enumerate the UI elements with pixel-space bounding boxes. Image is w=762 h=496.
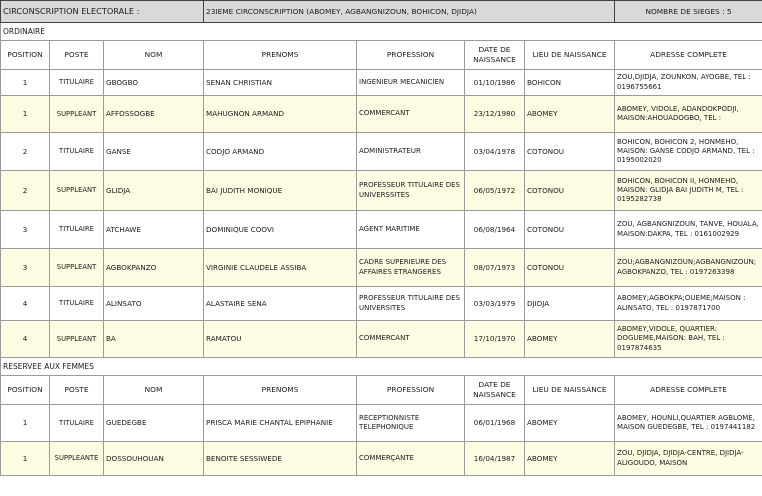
cell-nom: ALINSATO xyxy=(104,287,204,321)
cell-date: 23/12/1980 xyxy=(465,96,525,133)
section-title-row xyxy=(1,358,762,376)
cell-prenoms: MAHUGNON ARMAND xyxy=(204,96,357,133)
cell-profession: COMMERCANT xyxy=(357,96,465,133)
cell-position: 3 xyxy=(1,249,50,287)
cell-adresse: ZOU;AGBANGNIZOUN;AGBANGNIZOUN;AGBOKPANZO, TEL : 0197263398 xyxy=(615,249,762,287)
cell-nom: GLIDJA xyxy=(104,171,204,211)
cell-adresse: ZOU,DJIDJA, ZOUNKON, AYOGBE, TEL : 0196755661 xyxy=(615,70,762,96)
cell-prenoms: DOMINIQUE COOVI xyxy=(204,211,357,249)
cell-poste: SUPPLEANT xyxy=(50,321,104,358)
column-header: PRENOMS xyxy=(204,41,357,70)
table-row xyxy=(1,70,762,96)
cell-adresse: ABOMEY, HOUNLI,QUARTIER AGBLOME, MAISON GUEDEGBE, TEL : 0197441182 xyxy=(615,405,762,442)
cell-date: 17/10/1970 xyxy=(465,321,525,358)
column-header: PROFESSION xyxy=(357,376,465,405)
cell-prenoms: ALASTAIRE SENA xyxy=(204,287,357,321)
column-header: ADRESSE COMPLETE xyxy=(615,41,762,70)
cell-date: 03/04/1978 xyxy=(465,133,525,171)
table-row xyxy=(1,287,762,321)
cell-position: 1 xyxy=(1,96,50,133)
cell-poste: SUPPLEANT xyxy=(50,249,104,287)
cell-position: 2 xyxy=(1,133,50,171)
cell-nom: DOSSOUHOUAN xyxy=(104,442,204,476)
cell-date: 03/03/1979 xyxy=(465,287,525,321)
column-header-row xyxy=(1,41,762,70)
cell-lieu: ABOMEY xyxy=(525,96,615,133)
header-row xyxy=(1,1,762,23)
cell-prenoms: BAI JUDITH MONIQUE xyxy=(204,171,357,211)
cell-profession: AGENT MARITIME xyxy=(357,211,465,249)
cell-nom: AGBOKPANZO xyxy=(104,249,204,287)
table-row xyxy=(1,211,762,249)
column-header: PRENOMS xyxy=(204,376,357,405)
cell-poste: TITULAIRE xyxy=(50,133,104,171)
cell-poste: TITULAIRE xyxy=(50,70,104,96)
cell-position: 1 xyxy=(1,70,50,96)
cell-profession: CADRE SUPERIEURE DES AFFAIRES ETRANGERES xyxy=(357,249,465,287)
cell-profession: COMMERCANT xyxy=(357,321,465,358)
table-row xyxy=(1,321,762,358)
cell-nom: GANSE xyxy=(104,133,204,171)
column-header: POSTE xyxy=(50,41,104,70)
cell-poste: SUPPLEANT xyxy=(50,171,104,211)
cell-poste: SUPPLEANT xyxy=(50,96,104,133)
cell-position: 1 xyxy=(1,442,50,476)
column-header: DATE DE NAISSANCE xyxy=(465,376,525,405)
cell-adresse: ABOMEY,VIDOLE, QUARTIER: DOGUEME,MAISON: BAH, TEL : 0197874635 xyxy=(615,321,762,358)
cell-prenoms: CODJO ARMAND xyxy=(204,133,357,171)
cell-profession: PROFESSEUR TITULAIRE DES UNIVERSITES xyxy=(357,287,465,321)
column-header: PROFESSION xyxy=(357,41,465,70)
seats-count: NOMBRE DE SIEGES : 5 xyxy=(615,1,762,23)
column-header: LIEU DE NAISSANCE xyxy=(525,376,615,405)
cell-profession: INGENIEUR MECANICIEN xyxy=(357,70,465,96)
column-header-row xyxy=(1,376,762,405)
column-header: NOM xyxy=(104,376,204,405)
column-header: POSTE xyxy=(50,376,104,405)
column-header: LIEU DE NAISSANCE xyxy=(525,41,615,70)
cell-profession: ADMINISTRATEUR xyxy=(357,133,465,171)
column-header: POSITION xyxy=(1,376,50,405)
cell-date: 06/08/1964 xyxy=(465,211,525,249)
cell-nom: BA xyxy=(104,321,204,358)
cell-position: 3 xyxy=(1,211,50,249)
table-row xyxy=(1,442,762,476)
cell-lieu: BOHICON xyxy=(525,70,615,96)
cell-position: 2 xyxy=(1,171,50,211)
cell-poste: TITULAIRE xyxy=(50,211,104,249)
cell-lieu: COTONOU xyxy=(525,133,615,171)
cell-poste: TITULAIRE xyxy=(50,287,104,321)
cell-nom: GBOGBO xyxy=(104,70,204,96)
table-row xyxy=(1,133,762,171)
column-header: POSITION xyxy=(1,41,50,70)
table-row xyxy=(1,171,762,211)
cell-position: 4 xyxy=(1,287,50,321)
cell-lieu: ABOMEY xyxy=(525,442,615,476)
cell-lieu: COTONOU xyxy=(525,211,615,249)
cell-nom: ATCHAWE xyxy=(104,211,204,249)
cell-adresse: ABOMEY, VIDOLE, ADANDOKPODJI, MAISON:AHOUADOGBO, TEL : xyxy=(615,96,762,133)
cell-adresse: ZOU, AGBANGNIZOUN, TANVE, HOUALA, MAISON:DAKPA, TEL : 0161002929 xyxy=(615,211,762,249)
cell-position: 4 xyxy=(1,321,50,358)
circ-label: CIRCONSCRIPTION ELECTORALE : xyxy=(1,1,204,23)
cell-lieu: ABOMEY xyxy=(525,321,615,358)
cell-date: 08/07/1973 xyxy=(465,249,525,287)
section-title: RESERVEE AUX FEMMES xyxy=(1,358,762,376)
section-title: ORDINAIRE xyxy=(1,23,762,41)
cell-lieu: COTONOU xyxy=(525,171,615,211)
cell-profession: RECEPTIONNISTE TELEPHONIQUE xyxy=(357,405,465,442)
cell-prenoms: RAMATOU xyxy=(204,321,357,358)
cell-adresse: ZOU, DJIDJA, DJIDJA-CENTRE, DJIDJA-ALIGOUDO, MAISON xyxy=(615,442,762,476)
cell-poste: TITULAIRE xyxy=(50,405,104,442)
cell-profession: PROFESSEUR TITULAIRE DES UNIVERSSITES xyxy=(357,171,465,211)
cell-date: 01/10/1986 xyxy=(465,70,525,96)
cell-prenoms: BENOITE SESSIWEDE xyxy=(204,442,357,476)
cell-lieu: COTONOU xyxy=(525,249,615,287)
cell-lieu: ABOMEY xyxy=(525,405,615,442)
circ-value: 23IEME CIRCONSCRIPTION (ABOMEY, AGBANGNIZOUN, BOHICON, DJIDJA) xyxy=(204,1,615,23)
table-row xyxy=(1,405,762,442)
section-title-row xyxy=(1,23,762,41)
column-header: NOM xyxy=(104,41,204,70)
cell-adresse: BOHICON, BOHICON 2, HONMEHO, MAISON: GANSE CODJO ARMAND, TEL : 0195002020 xyxy=(615,133,762,171)
cell-adresse: ABOMEY;AGBOKPA;OUEME;MAISON : ALINSATO, TEL : 0197871700 xyxy=(615,287,762,321)
cell-nom: AFFOSSOGBE xyxy=(104,96,204,133)
cell-poste: SUPPLEANTE xyxy=(50,442,104,476)
cell-date: 16/04/1987 xyxy=(465,442,525,476)
cell-prenoms: PRISCA MARIE CHANTAL EPIPHANIE xyxy=(204,405,357,442)
cell-prenoms: VIRGINIE CLAUDELE ASSIBA xyxy=(204,249,357,287)
cell-nom: GUEDEGBE xyxy=(104,405,204,442)
cell-date: 06/05/1972 xyxy=(465,171,525,211)
cell-position: 1 xyxy=(1,405,50,442)
table-row xyxy=(1,249,762,287)
cell-lieu: DJIDJA xyxy=(525,287,615,321)
column-header: DATE DE NAISSANCE xyxy=(465,41,525,70)
cell-adresse: BOHICON, BOHICON II, HONMEHO, MAISON: GLIDJA BAI JUDITH M, TEL : 0195282738 xyxy=(615,171,762,211)
cell-date: 06/01/1968 xyxy=(465,405,525,442)
table-row xyxy=(1,96,762,133)
cell-prenoms: SENAN CHRISTIAN xyxy=(204,70,357,96)
cell-profession: COMMERÇANTE xyxy=(357,442,465,476)
column-header: ADRESSE COMPLETE xyxy=(615,376,762,405)
